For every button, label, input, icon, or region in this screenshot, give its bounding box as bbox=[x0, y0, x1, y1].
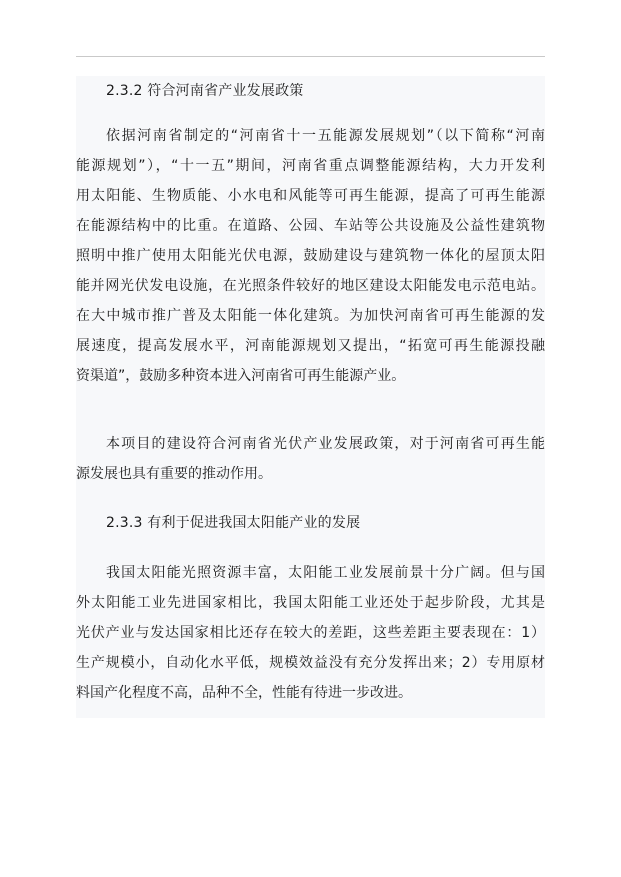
text-line: 照明中推广使用太阳能光伏电源，鼓励建设与建筑物一体化的屋顶太阳 bbox=[76, 248, 545, 264]
text-line: 资渠道”，鼓励多种资本进入河南省可再生能源产业。 bbox=[76, 368, 406, 384]
text-line: 展速度，提高发展水平，河南能源规划又提出，“拓宽可再生能源投融 bbox=[76, 338, 545, 354]
text-line: 能并网光伏发电设施，在光照条件较好的地区建设太阳能发电示范电站。 bbox=[76, 278, 545, 294]
text-line: 能源规划”），“十一五”期间，河南省重点调整能源结构，大力开发利 bbox=[76, 158, 545, 174]
text-line: 在能源结构中的比重。在道路、公园、车站等公共设施及公益性建筑物 bbox=[76, 218, 545, 234]
text-line: 料国产化程度不高，品种不全，性能有待进一步改进。 bbox=[76, 685, 412, 701]
section-heading-2-3-2: 2.3.2 符合河南省产业发展政策 bbox=[106, 83, 304, 99]
text-line: 我国太阳能光照资源丰富，太阳能工业发展前景十分广阔。但与国 bbox=[106, 565, 545, 581]
section-heading-2-3-3: 2.3.3 有利于促进我国太阳能产业的发展 bbox=[106, 515, 361, 531]
text-line: 外太阳能工业先进国家相比，我国太阳能工业还处于起步阶段，尤其是 bbox=[76, 595, 545, 611]
text-line: 用太阳能、生物质能、小水电和风能等可再生能源，提高了可再生能源 bbox=[76, 188, 545, 204]
text-line: 在大中城市推广普及太阳能一体化建筑。为加快河南省可再生能源的发 bbox=[76, 308, 545, 324]
header-divider bbox=[76, 56, 545, 57]
text-line: 本项目的建设符合河南省光伏产业发展政策，对于河南省可再生能 bbox=[106, 436, 545, 452]
document-body bbox=[76, 76, 545, 718]
text-line: 依据河南省制定的“河南省十一五能源发展规划”（以下简称“河南 bbox=[106, 128, 545, 144]
text-line: 源发展也具有重要的推动作用。 bbox=[76, 466, 272, 482]
text-line: 生产规模小，自动化水平低，规模效益没有充分发挥出来；2）专用原材 bbox=[76, 655, 545, 671]
text-line: 光伏产业与发达国家相比还存在较大的差距，这些差距主要表现在：1） bbox=[76, 625, 545, 641]
